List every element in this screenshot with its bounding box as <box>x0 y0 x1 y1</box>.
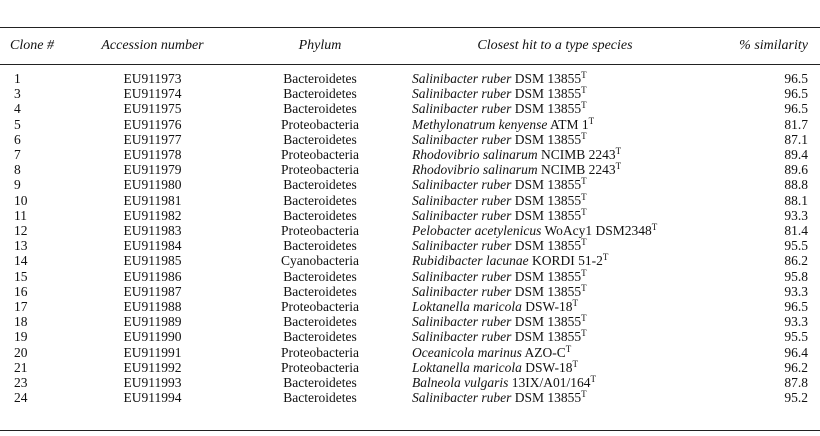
similarity-value: 93.3 <box>784 207 808 223</box>
closest-hit <box>410 299 700 314</box>
phylum-name: Proteobacteria <box>281 116 359 132</box>
strain-id: DSM 13855 <box>511 86 582 102</box>
table-row <box>0 71 820 86</box>
strain-id: AZO-C <box>521 344 566 360</box>
table-row <box>0 101 820 116</box>
table-row <box>0 269 820 284</box>
strain-id: DSM 13855 <box>511 207 582 223</box>
species-name: Loktanella maricola <box>412 299 522 315</box>
clone-number: 6 <box>14 131 21 147</box>
header-bottom-rule <box>0 64 820 65</box>
phylum-name: Bacteroidetes <box>283 390 357 406</box>
similarity-value: 95.5 <box>784 238 808 254</box>
phylum-name: Proteobacteria <box>281 162 359 178</box>
species-name: Salinibacter ruber <box>412 71 512 86</box>
accession-number: EU911973 <box>123 71 182 86</box>
similarity-value: 93.3 <box>784 283 808 299</box>
strain-id: NCIMB 2243 <box>537 147 616 163</box>
clone-number: 18 <box>14 314 28 330</box>
similarity-value: 96.4 <box>784 344 808 360</box>
species-name: Salinibacter ruber <box>412 192 512 208</box>
species-name: Balneola vulgaris <box>412 375 509 391</box>
table-row <box>0 86 820 101</box>
similarity-value: 96.5 <box>784 71 808 86</box>
type-strain-mark: T <box>615 147 622 157</box>
similarity-value: 95.5 <box>784 329 808 345</box>
clone-number: 19 <box>14 329 28 345</box>
closest-hit <box>410 177 700 192</box>
closest-hit <box>410 329 700 344</box>
phylum-name: Bacteroidetes <box>283 375 357 391</box>
closest-hit <box>410 314 700 329</box>
similarity-value: 88.8 <box>784 177 808 193</box>
clone-number: 11 <box>14 207 27 223</box>
species-name: Loktanella maricola <box>412 359 522 375</box>
closest-hit <box>410 223 700 238</box>
clone-number: 3 <box>14 86 21 102</box>
clone-number: 4 <box>14 101 21 117</box>
strain-id: KORDI 51-2 <box>528 253 603 269</box>
species-name: Salinibacter ruber <box>412 329 512 345</box>
clone-number: 24 <box>14 390 28 406</box>
table-row <box>0 284 820 299</box>
closest-hit <box>410 86 700 101</box>
header-phylum: Phylum <box>298 38 342 53</box>
table-body <box>0 71 820 405</box>
phylum-name: Bacteroidetes <box>283 238 357 254</box>
species-name: Salinibacter ruber <box>412 177 512 193</box>
accession-number: EU911977 <box>123 131 182 147</box>
phylum-name: Bacteroidetes <box>283 314 357 330</box>
strain-id: DSM 13855 <box>511 283 582 299</box>
phylum-name: Bacteroidetes <box>283 86 357 102</box>
type-strain-mark: T <box>588 116 595 126</box>
species-name: Rhodovibrio salinarum <box>412 147 538 163</box>
strain-id: DSM 13855 <box>511 177 582 193</box>
accession-number: EU911982 <box>123 207 182 223</box>
accession-number: EU911991 <box>123 344 182 360</box>
header-similarity: % similarity <box>739 38 808 53</box>
clone-number: 9 <box>14 177 21 193</box>
similarity-value: 95.8 <box>784 268 808 284</box>
type-strain-mark: T <box>581 86 587 96</box>
strain-id: DSM 13855 <box>511 192 582 208</box>
closest-hit <box>410 132 700 147</box>
phylum-name: Bacteroidetes <box>283 192 357 208</box>
type-strain-mark: T <box>581 238 587 248</box>
phylum-name: Bacteroidetes <box>283 268 357 284</box>
species-name: Salinibacter ruber <box>412 86 512 102</box>
clone-number: 14 <box>14 253 28 269</box>
closest-hit <box>410 269 700 284</box>
accession-number: EU911994 <box>123 390 182 406</box>
table-top-rule <box>0 27 820 28</box>
closest-hit <box>410 101 700 116</box>
type-strain-mark: T <box>581 131 587 141</box>
species-name: Oceanicola marinus <box>412 344 522 360</box>
phylum-name: Bacteroidetes <box>283 177 357 193</box>
type-strain-mark: T <box>572 299 578 309</box>
clone-number: 23 <box>14 375 28 391</box>
table-row <box>0 208 820 223</box>
strain-id: ATM 1 <box>547 116 589 132</box>
similarity-value: 96.2 <box>784 359 808 375</box>
strain-id: DSM 13855 <box>511 101 582 117</box>
accession-number: EU911980 <box>123 177 182 193</box>
species-name: Methylonatrum kenyense <box>412 116 548 132</box>
table-bottom-rule <box>0 430 820 431</box>
type-strain-mark: T <box>581 329 587 339</box>
accession-number: EU911974 <box>123 86 182 102</box>
closest-hit <box>410 208 700 223</box>
accession-number: EU911981 <box>123 192 182 208</box>
closest-hit <box>410 117 700 132</box>
table-row <box>0 117 820 132</box>
type-strain-mark: T <box>565 344 572 354</box>
table-header <box>0 38 820 54</box>
similarity-value: 93.3 <box>784 314 808 330</box>
similarity-value: 86.2 <box>784 253 808 269</box>
closest-hit <box>410 253 700 268</box>
similarity-value: 96.5 <box>784 86 808 102</box>
phylum-name: Bacteroidetes <box>283 71 357 86</box>
clone-number: 7 <box>14 147 21 163</box>
type-strain-mark: T <box>615 162 622 172</box>
type-strain-mark: T <box>581 177 587 187</box>
accession-number: EU911990 <box>123 329 182 345</box>
similarity-value: 87.1 <box>784 131 808 147</box>
clone-number: 12 <box>14 223 28 239</box>
closest-hit <box>410 162 700 177</box>
species-name: Salinibacter ruber <box>412 101 512 117</box>
type-strain-mark: T <box>581 101 587 111</box>
phylum-name: Bacteroidetes <box>283 329 357 345</box>
similarity-value: 95.2 <box>784 390 808 406</box>
type-strain-mark: T <box>590 375 596 385</box>
header-closest-hit: Closest hit to a type species <box>477 38 633 53</box>
strain-id: DSM 13855 <box>511 329 582 345</box>
type-strain-mark: T <box>581 207 587 217</box>
closest-hit <box>410 71 700 86</box>
species-name: Salinibacter ruber <box>412 283 512 299</box>
strain-id: DSW-18 <box>521 299 573 315</box>
table-row <box>0 223 820 238</box>
table-row <box>0 299 820 314</box>
closest-hit <box>410 345 700 360</box>
phylum-name: Bacteroidetes <box>283 131 357 147</box>
phylum-name: Bacteroidetes <box>283 207 357 223</box>
similarity-value: 89.6 <box>784 162 808 178</box>
clone-number: 17 <box>14 299 28 315</box>
strain-id: WoAcy1 DSM2348 <box>541 223 652 239</box>
accession-number: EU911983 <box>123 223 182 239</box>
closest-hit <box>410 147 700 162</box>
strain-id: 13IX/A01/164 <box>508 375 591 391</box>
type-strain-mark: T <box>581 71 587 80</box>
strain-id: DSM 13855 <box>511 314 582 330</box>
closest-hit <box>410 284 700 299</box>
strain-id: DSW-18 <box>521 359 573 375</box>
species-name: Rhodovibrio salinarum <box>412 162 538 178</box>
strain-id: DSM 13855 <box>511 131 582 147</box>
table-row <box>0 314 820 329</box>
clone-number: 16 <box>14 283 28 299</box>
header-clone: Clone # <box>10 38 54 53</box>
type-strain-mark: T <box>581 283 587 293</box>
species-name: Salinibacter ruber <box>412 314 512 330</box>
table-row <box>0 329 820 344</box>
table-row <box>0 253 820 268</box>
species-name: Rubidibacter lacunae <box>412 253 529 269</box>
species-name: Salinibacter ruber <box>412 390 512 406</box>
similarity-value: 96.5 <box>784 299 808 315</box>
similarity-value: 81.4 <box>784 223 808 239</box>
closest-hit <box>410 390 700 405</box>
species-name: Pelobacter acetylenicus <box>412 223 542 239</box>
header-row <box>0 38 820 54</box>
clone-number: 20 <box>14 344 28 360</box>
strain-id: DSM 13855 <box>511 390 582 406</box>
table-row <box>0 375 820 390</box>
similarity-value: 87.8 <box>784 375 808 391</box>
strain-id: DSM 13855 <box>511 268 582 284</box>
closest-hit <box>410 360 700 375</box>
similarity-value: 81.7 <box>784 116 808 132</box>
header-accession: Accession number <box>101 38 204 53</box>
table-row <box>0 147 820 162</box>
type-strain-mark: T <box>581 390 587 400</box>
accession-number: EU911975 <box>123 101 182 117</box>
phylum-name: Cyanobacteria <box>281 253 359 269</box>
table-row <box>0 132 820 147</box>
similarity-value: 96.5 <box>784 101 808 117</box>
type-strain-mark: T <box>581 268 587 278</box>
phylum-name: Proteobacteria <box>281 147 359 163</box>
clone-number: 10 <box>14 192 28 208</box>
accession-number: EU911986 <box>123 268 182 284</box>
clone-number: 13 <box>14 238 28 254</box>
table-row <box>0 177 820 192</box>
type-strain-mark: T <box>651 223 658 233</box>
table-row <box>0 390 820 405</box>
table-row <box>0 360 820 375</box>
strain-id: DSM 13855 <box>511 238 582 254</box>
closest-hit <box>410 238 700 253</box>
accession-number: EU911985 <box>123 253 182 269</box>
accession-number: EU911976 <box>123 116 182 132</box>
type-strain-mark: T <box>581 314 587 324</box>
species-name: Salinibacter ruber <box>412 207 512 223</box>
closest-hit <box>410 193 700 208</box>
species-name: Salinibacter ruber <box>412 238 512 254</box>
clone-number: 1 <box>14 71 21 86</box>
type-strain-mark: T <box>602 253 609 263</box>
phylum-name: Proteobacteria <box>281 344 359 360</box>
phylum-name: Proteobacteria <box>281 359 359 375</box>
table-row <box>0 193 820 208</box>
accession-number: EU911992 <box>123 359 182 375</box>
phylum-name: Bacteroidetes <box>283 283 357 299</box>
species-name: Salinibacter ruber <box>412 131 512 147</box>
species-name: Salinibacter ruber <box>412 268 512 284</box>
table-row <box>0 345 820 360</box>
clone-number: 21 <box>14 359 28 375</box>
phylum-name: Bacteroidetes <box>283 101 357 117</box>
accession-number: EU911993 <box>123 375 182 391</box>
clone-number: 15 <box>14 268 28 284</box>
accession-number: EU911979 <box>123 162 182 178</box>
similarity-value: 88.1 <box>784 192 808 208</box>
strain-id: NCIMB 2243 <box>537 162 616 178</box>
clone-number: 5 <box>14 116 21 132</box>
type-strain-mark: T <box>581 192 587 202</box>
accession-number: EU911978 <box>123 147 182 163</box>
similarity-value: 89.4 <box>784 147 808 163</box>
accession-number: EU911984 <box>123 238 182 254</box>
accession-number: EU911989 <box>123 314 182 330</box>
phylum-name: Proteobacteria <box>281 223 359 239</box>
accession-number: EU911988 <box>123 299 182 315</box>
strain-id: DSM 13855 <box>511 71 582 86</box>
clone-number: 8 <box>14 162 21 178</box>
accession-number: EU911987 <box>123 283 182 299</box>
table-row <box>0 162 820 177</box>
phylum-name: Proteobacteria <box>281 299 359 315</box>
type-strain-mark: T <box>572 359 578 369</box>
closest-hit <box>410 375 700 390</box>
table-row <box>0 238 820 253</box>
